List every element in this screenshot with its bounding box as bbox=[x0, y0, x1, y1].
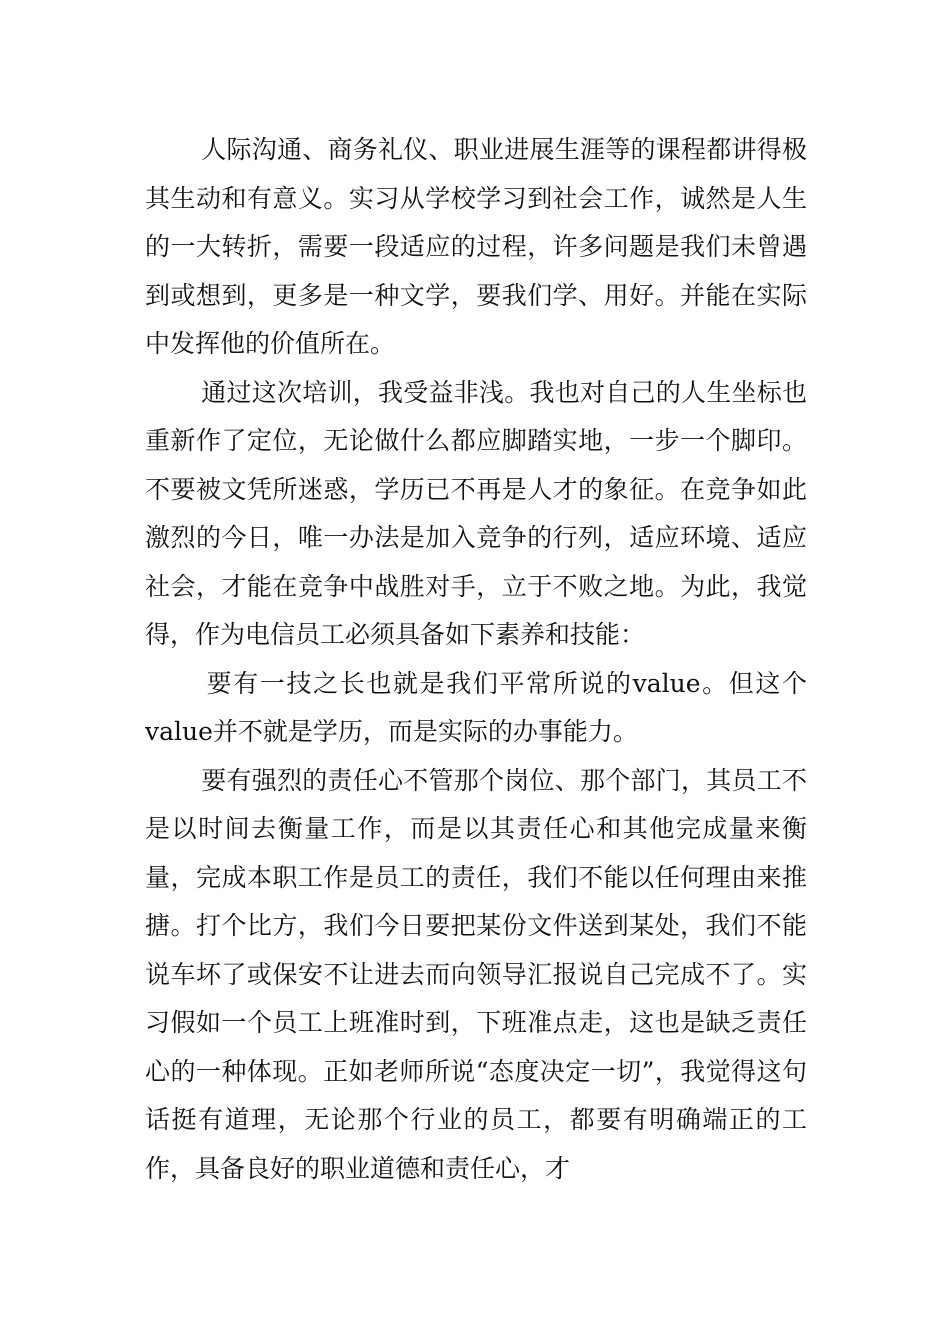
document-body bbox=[145, 126, 807, 1193]
paragraph-3 bbox=[145, 660, 807, 757]
paragraph-1-text: 人际沟通、商务礼仪、职业进展生涯等的课程都讲得极其生动和有意义。实习从学校学习到社会工作，诚然是人生的一大转折，需要一段适应的过程，许多问题是我们未曾遇到或想到，更多是一种文学，要我们学、用好。并能在实际中发挥他的价值所在。 bbox=[145, 135, 807, 358]
paragraph-2 bbox=[145, 369, 807, 660]
paragraph-4 bbox=[145, 757, 807, 1194]
paragraph-3-text: 要有一技之长也就是我们平常所说的value。但这个value并不就是学历，而是实际的办事能力。 bbox=[145, 668, 807, 746]
paragraph-4-text: 要有强烈的责任心不管那个岗位、那个部门，其员工不是以时间去衡量工作，而是以其责任心和其他完成量来衡量，完成本职工作是员工的责任，我们不能以任何理由来推搪。打个比方，我们今日要把某份文件送到某处，我们不能说车坏了或保安不让进去而向领导汇报说自己完成不了。实习假如一个员工上班准时到，下班准点走，这也是缺乏责任心的一种体现。正如老师所说“态度决定一切”，我觉得这句话挺有道理，无论那个行业的员工，都要有明确端正的工作，具备良好的职业道德和责任心，才 bbox=[145, 765, 807, 1183]
paragraph-2-text: 通过这次培训，我受益非浅。我也对自己的人生坐标也重新作了定位，无论做什么都应脚踏实地，一步一个脚印。不要被文凭所迷惑，学历已不再是人才的象征。在竞争如此激烈的今日，唯一办法是加入竞争的行列，适应环境、适应社会，才能在竞争中战胜对手，立于不败之地。为此，我觉得，作为电信员工必须具备如下素养和技能： bbox=[145, 377, 807, 649]
paragraph-1 bbox=[145, 126, 807, 369]
